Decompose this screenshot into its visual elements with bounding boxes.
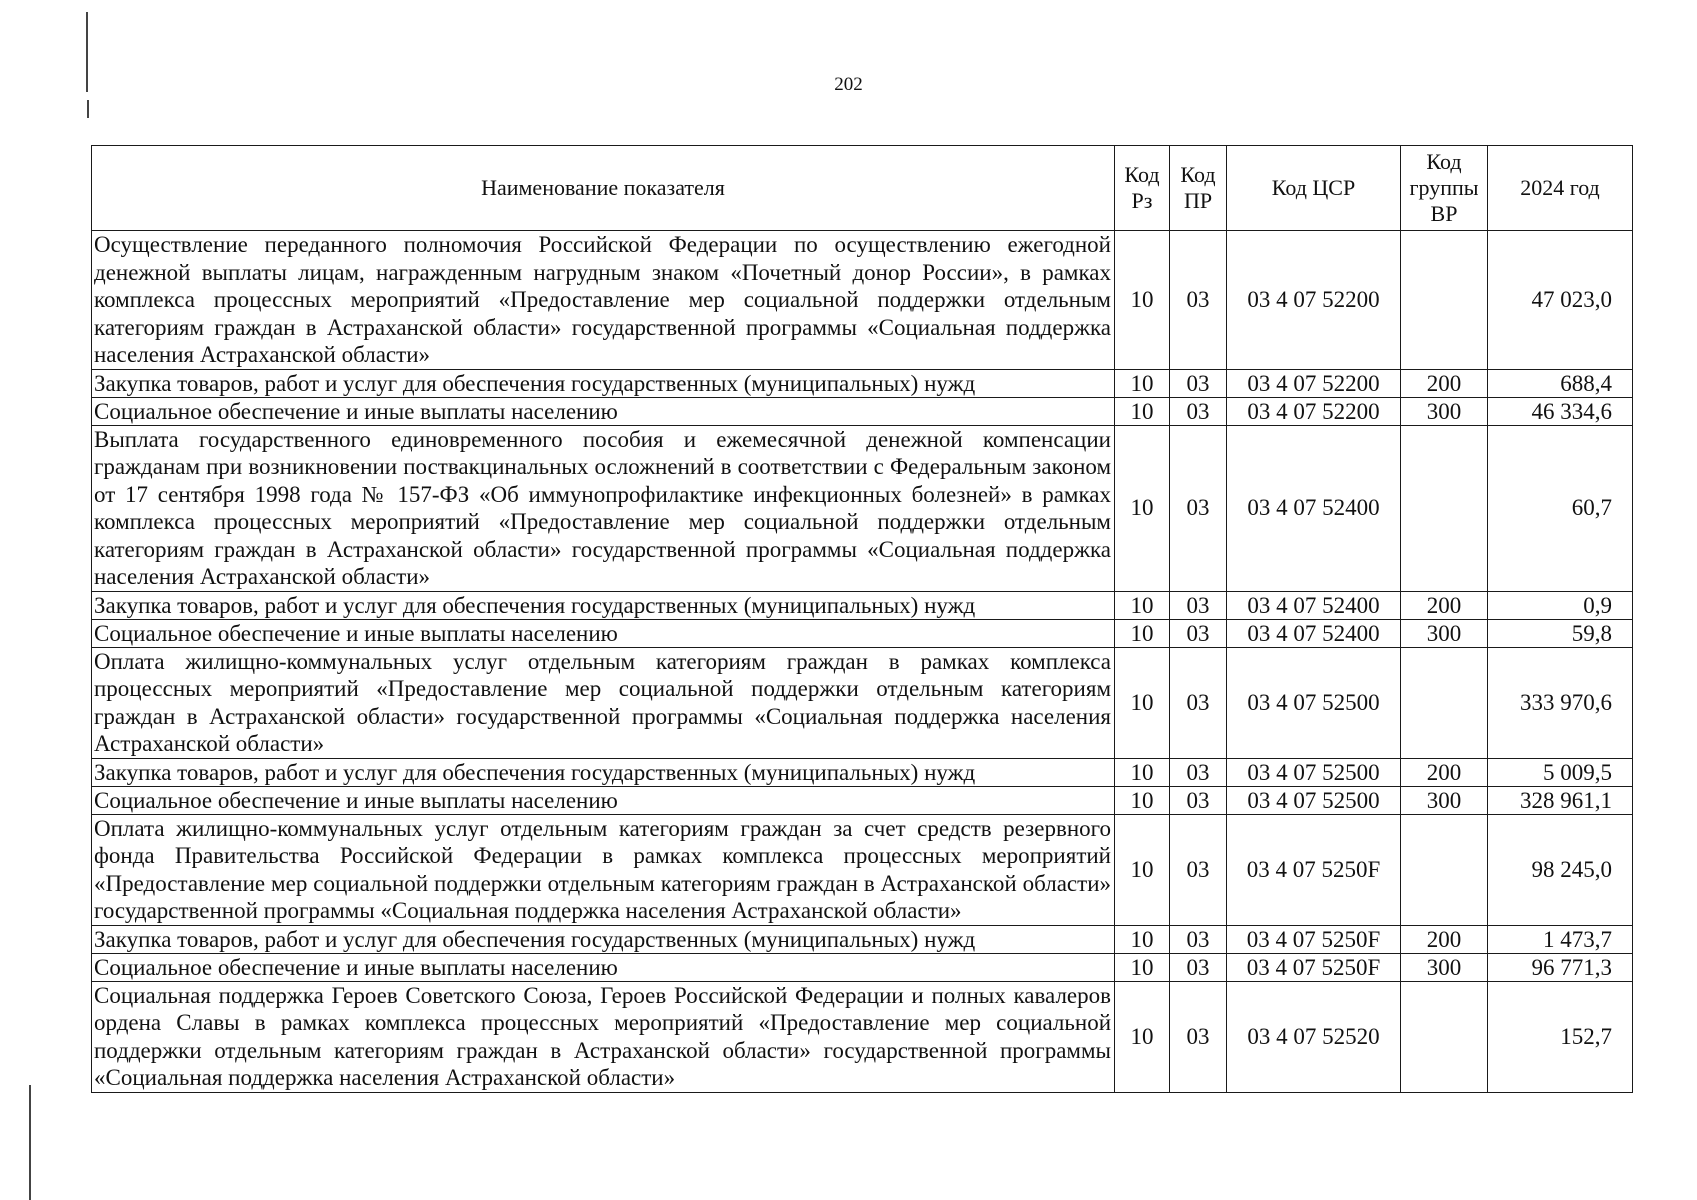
header-name: Наименование показателя — [92, 146, 1115, 231]
row-vr: 200 — [1401, 369, 1488, 397]
row-vr: 200 — [1401, 591, 1488, 619]
scan-edge-line — [29, 1085, 31, 1200]
row-amount: 1 473,7 — [1488, 925, 1633, 953]
table-row — [92, 619, 1633, 647]
row-csr: 03 4 07 52500 — [1227, 758, 1401, 786]
row-amount: 152,7 — [1488, 981, 1633, 1092]
row-name: Социальная поддержка Героев Советского Союза, Героев Российской Федерации и полных кавалеров ордена Славы в рамках комплекса процессных мероприятий «Предоставление мер социальной поддержки отдельным категориям граждан в Астраханской области» государственной программы «Социальная поддержка населения Астраханской области» — [92, 981, 1115, 1092]
row-pr: 03 — [1170, 953, 1227, 981]
table-row — [92, 647, 1633, 758]
row-pr: 03 — [1170, 591, 1227, 619]
header-csr: Код ЦСР — [1227, 146, 1401, 231]
row-amount: 59,8 — [1488, 619, 1633, 647]
row-amount: 5 009,5 — [1488, 758, 1633, 786]
scan-edge-line — [87, 100, 89, 118]
row-csr: 03 4 07 52500 — [1227, 647, 1401, 758]
row-csr: 03 4 07 52200 — [1227, 369, 1401, 397]
row-name: Закупка товаров, работ и услуг для обеспечения государственных (муниципальных) нужд — [92, 369, 1115, 397]
row-csr: 03 4 07 5250F — [1227, 925, 1401, 953]
row-csr: 03 4 07 52200 — [1227, 231, 1401, 370]
table-row — [92, 953, 1633, 981]
row-amount: 688,4 — [1488, 369, 1633, 397]
row-rz: 10 — [1115, 591, 1170, 619]
row-rz: 10 — [1115, 647, 1170, 758]
row-amount: 333 970,6 — [1488, 647, 1633, 758]
row-vr — [1401, 981, 1488, 1092]
row-vr — [1401, 814, 1488, 925]
row-vr: 200 — [1401, 925, 1488, 953]
row-rz: 10 — [1115, 953, 1170, 981]
row-pr: 03 — [1170, 369, 1227, 397]
header-pr: Код ПР — [1170, 146, 1227, 231]
row-amount: 46 334,6 — [1488, 397, 1633, 425]
row-rz: 10 — [1115, 231, 1170, 370]
header-vr: Код группы ВР — [1401, 146, 1488, 231]
table-row — [92, 369, 1633, 397]
row-vr: 300 — [1401, 397, 1488, 425]
row-rz: 10 — [1115, 397, 1170, 425]
row-name: Социальное обеспечение и иные выплаты населению — [92, 397, 1115, 425]
row-rz: 10 — [1115, 619, 1170, 647]
table-row — [92, 786, 1633, 814]
table-row — [92, 397, 1633, 425]
budget-table — [91, 145, 1633, 1093]
row-vr: 200 — [1401, 758, 1488, 786]
row-name: Закупка товаров, работ и услуг для обеспечения государственных (муниципальных) нужд — [92, 591, 1115, 619]
table-row — [92, 925, 1633, 953]
row-name: Социальное обеспечение и иные выплаты населению — [92, 619, 1115, 647]
row-amount: 328 961,1 — [1488, 786, 1633, 814]
table-row — [92, 814, 1633, 925]
row-name: Оплата жилищно-коммунальных услуг отдельным категориям граждан в рамках комплекса процессных мероприятий «Предоставление мер социальной поддержки отдельным категориям граждан в Астраханской области» государственной программы «Социальная поддержка населения Астраханской области» — [92, 647, 1115, 758]
row-amount: 98 245,0 — [1488, 814, 1633, 925]
row-pr: 03 — [1170, 619, 1227, 647]
table-header-row — [92, 146, 1633, 231]
header-rz: Код Рз — [1115, 146, 1170, 231]
page-number: 202 — [834, 74, 863, 95]
row-rz: 10 — [1115, 814, 1170, 925]
row-vr: 300 — [1401, 619, 1488, 647]
row-name: Социальное обеспечение и иные выплаты населению — [92, 786, 1115, 814]
row-name: Закупка товаров, работ и услуг для обеспечения государственных (муниципальных) нужд — [92, 925, 1115, 953]
row-pr: 03 — [1170, 231, 1227, 370]
row-pr: 03 — [1170, 425, 1227, 591]
row-vr: 300 — [1401, 953, 1488, 981]
row-csr: 03 4 07 52400 — [1227, 591, 1401, 619]
row-amount: 47 023,0 — [1488, 231, 1633, 370]
row-pr: 03 — [1170, 981, 1227, 1092]
row-name: Осуществление переданного полномочия Российской Федерации по осуществлению ежегодной денежной выплаты лицам, награжденным нагрудным знаком «Почетный донор России», в рамках комплекса процессных мероприятий «Предоставление мер социальной поддержки отдельным категориям граждан в Астраханской области» государственной программы «Социальная поддержка населения Астраханской области» — [92, 231, 1115, 370]
row-amount: 60,7 — [1488, 425, 1633, 591]
row-amount: 96 771,3 — [1488, 953, 1633, 981]
row-csr: 03 4 07 5250F — [1227, 953, 1401, 981]
row-name: Социальное обеспечение и иные выплаты населению — [92, 953, 1115, 981]
row-name: Оплата жилищно-коммунальных услуг отдельным категориям граждан за счет средств резервного фонда Правительства Российской Федерации в рамках комплекса процессных мероприятий «Предоставление мер социальной поддержки отдельным категориям граждан в Астраханской области» государственной программы «Социальная поддержка населения Астраханской области» — [92, 814, 1115, 925]
row-pr: 03 — [1170, 647, 1227, 758]
row-rz: 10 — [1115, 981, 1170, 1092]
row-rz: 10 — [1115, 786, 1170, 814]
row-rz: 10 — [1115, 425, 1170, 591]
row-rz: 10 — [1115, 369, 1170, 397]
row-vr — [1401, 425, 1488, 591]
row-pr: 03 — [1170, 925, 1227, 953]
row-pr: 03 — [1170, 758, 1227, 786]
row-csr: 03 4 07 52200 — [1227, 397, 1401, 425]
row-rz: 10 — [1115, 925, 1170, 953]
row-csr: 03 4 07 52500 — [1227, 786, 1401, 814]
row-pr: 03 — [1170, 814, 1227, 925]
row-vr: 300 — [1401, 786, 1488, 814]
row-amount: 0,9 — [1488, 591, 1633, 619]
table-row — [92, 425, 1633, 591]
row-name: Закупка товаров, работ и услуг для обеспечения государственных (муниципальных) нужд — [92, 758, 1115, 786]
table-row — [92, 231, 1633, 370]
table-row — [92, 981, 1633, 1092]
row-vr — [1401, 647, 1488, 758]
row-pr: 03 — [1170, 786, 1227, 814]
row-csr: 03 4 07 5250F — [1227, 814, 1401, 925]
header-year: 2024 год — [1488, 146, 1633, 231]
row-pr: 03 — [1170, 397, 1227, 425]
row-csr: 03 4 07 52520 — [1227, 981, 1401, 1092]
table-row — [92, 591, 1633, 619]
row-vr — [1401, 231, 1488, 370]
row-csr: 03 4 07 52400 — [1227, 425, 1401, 591]
row-rz: 10 — [1115, 758, 1170, 786]
row-name: Выплата государственного единовременного пособия и ежемесячной денежной компенсации гражданам при возникновении поствакцинальных осложнений в соответствии с Федеральным законом от 17 сентября 1998 года № 157-ФЗ «Об иммунопрофилактике инфекционных болезней» в рамках комплекса процессных мероприятий «Предоставление мер социальной поддержки отдельным категориям граждан в Астраханской области» государственной программы «Социальная поддержка населения Астраханской области» — [92, 425, 1115, 591]
table-row — [92, 758, 1633, 786]
row-csr: 03 4 07 52400 — [1227, 619, 1401, 647]
